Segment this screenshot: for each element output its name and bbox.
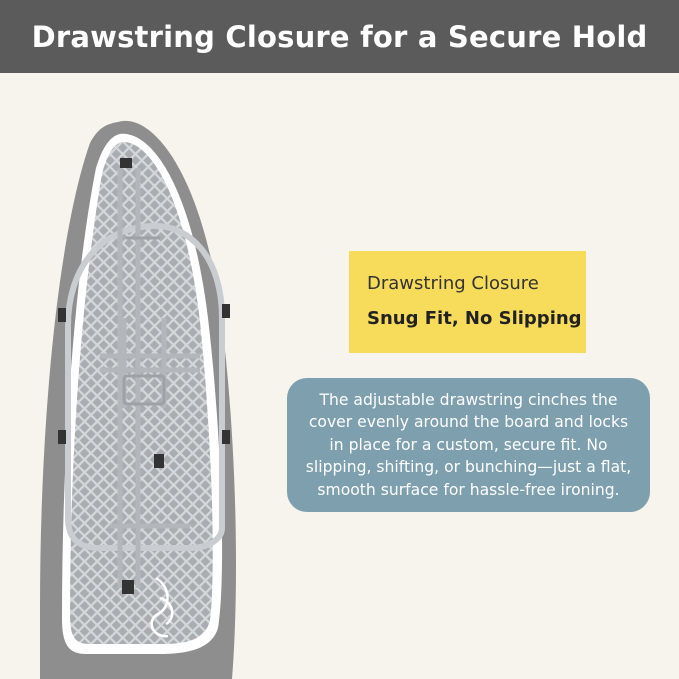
description-text: The adjustable drawstring cinches the cover evenly around the board and locks in place for a custom, secure fit. No slipping, shifting, or bunching—just a flat, smooth surface for hassle-free ironing. (305, 390, 632, 499)
page-title: Drawstring Closure for a Secure Hold (31, 19, 648, 54)
feature-callout (349, 251, 586, 353)
ironing-board-image (40, 108, 270, 679)
description-callout (287, 378, 650, 512)
ironing-board-underside-icon (40, 108, 270, 679)
header-banner (0, 0, 679, 73)
feature-subtitle: Snug Fit, No Slipping (367, 308, 582, 329)
feature-title: Drawstring Closure (367, 273, 539, 294)
